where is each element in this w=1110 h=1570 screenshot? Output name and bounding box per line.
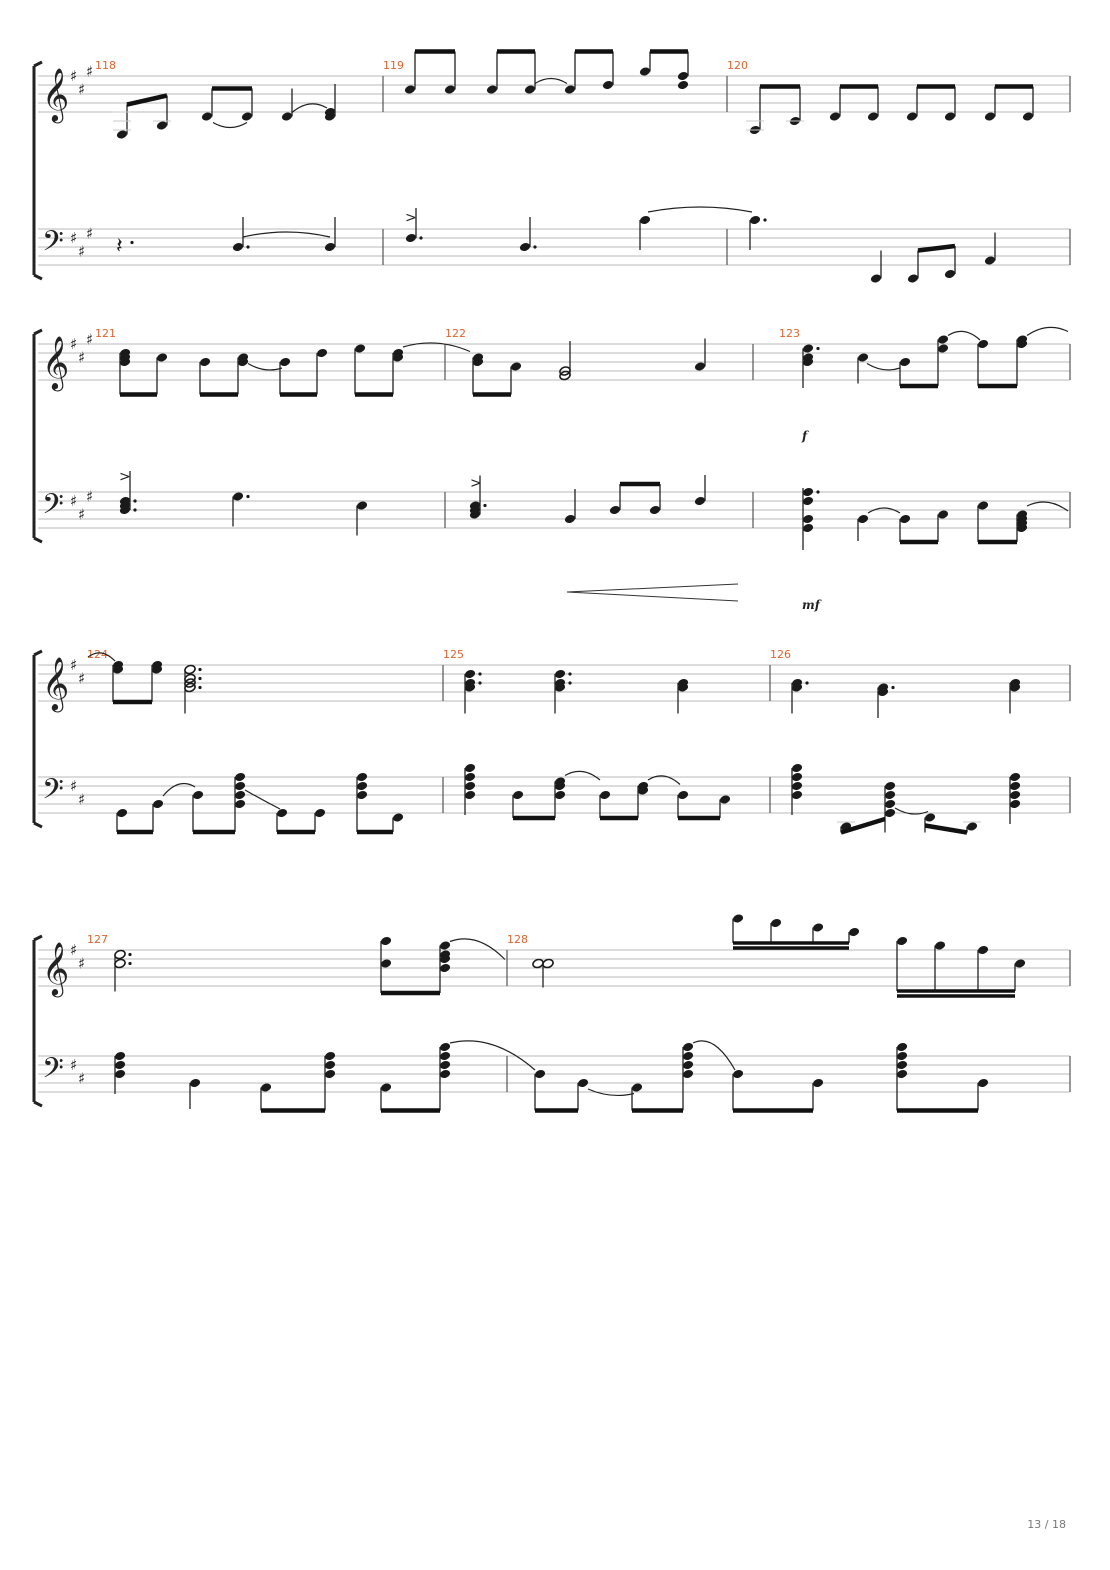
note-head — [977, 1078, 989, 1089]
note-head — [802, 523, 814, 534]
note-head — [602, 80, 614, 91]
sharp-icon: ♯ — [86, 62, 94, 81]
dynamic-forte: f — [802, 429, 808, 443]
note-head — [464, 772, 476, 783]
note-head — [392, 812, 404, 823]
note-head — [829, 111, 841, 122]
note-head — [682, 1069, 694, 1080]
note-head — [924, 812, 936, 823]
measure-number: 126 — [770, 648, 791, 661]
note-head — [682, 1042, 694, 1053]
note-head — [732, 913, 744, 924]
sharp-icon: ♯ — [78, 790, 86, 809]
augmentation-dot — [198, 668, 201, 671]
accent-icon: > — [470, 475, 482, 492]
note-head — [906, 111, 918, 122]
treble-staff — [38, 344, 1070, 380]
quarter-rest-icon: 𝄽 — [116, 234, 123, 259]
note-head — [199, 357, 211, 368]
note-head — [554, 669, 566, 680]
tie-slur — [1027, 327, 1068, 335]
augmentation-dot — [533, 245, 536, 248]
sharp-icon: ♯ — [70, 229, 78, 247]
treble-staff — [38, 950, 1070, 986]
note-head — [356, 772, 368, 783]
note-head — [719, 794, 731, 805]
note-head — [599, 790, 611, 801]
treble-clef-icon: 𝄞 — [42, 335, 70, 389]
augmentation-dot — [816, 490, 819, 493]
note-head — [114, 1051, 126, 1062]
note-head — [870, 273, 882, 284]
tie-slur — [292, 104, 327, 113]
note-head — [114, 1060, 126, 1071]
note-head — [682, 1060, 694, 1071]
dynamic-mezzo-forte: mf — [802, 598, 820, 612]
tie-slur — [565, 771, 600, 780]
note-head — [896, 1042, 908, 1053]
note-head — [510, 361, 522, 372]
note-head — [444, 84, 456, 95]
note-head — [324, 1060, 336, 1071]
note-head — [439, 1051, 451, 1062]
note-head — [439, 963, 451, 974]
note-head — [152, 799, 164, 810]
note-head — [519, 242, 531, 253]
note-head — [234, 799, 246, 810]
note-head — [896, 936, 908, 947]
augmentation-dot — [246, 495, 249, 498]
note-head — [884, 790, 896, 801]
note-head — [356, 781, 368, 792]
note-head — [464, 781, 476, 792]
note-head — [542, 958, 554, 969]
bass-clef-icon: 𝄢 — [42, 225, 64, 265]
note-head — [907, 273, 919, 284]
accent-icon: > — [405, 210, 417, 226]
note-head — [1022, 111, 1034, 122]
note-head — [439, 940, 451, 951]
note-head — [1014, 958, 1026, 969]
note-head — [380, 1082, 392, 1093]
sharp-icon: ♯ — [70, 67, 78, 85]
note-head — [682, 1051, 694, 1062]
measure-number: 125 — [443, 648, 464, 661]
note-head — [554, 790, 566, 801]
augmentation-dot — [419, 236, 422, 239]
note-head — [631, 1082, 643, 1093]
note-head — [802, 496, 814, 507]
crescendo-hairpin-icon — [567, 584, 738, 601]
note-head — [791, 772, 803, 783]
tie-slur — [245, 790, 280, 809]
tie-slur — [535, 79, 567, 84]
tie-slur — [948, 331, 980, 340]
note-head — [857, 514, 869, 525]
augmentation-dot — [133, 508, 136, 511]
note-head — [324, 242, 336, 253]
sharp-icon: ♯ — [86, 224, 94, 243]
note-head — [534, 1069, 546, 1080]
sharp-icon: ♯ — [78, 505, 86, 524]
augmentation-dot — [128, 953, 131, 956]
sharp-icon: ♯ — [70, 941, 78, 959]
note-head — [486, 84, 498, 95]
sharp-icon: ♯ — [78, 80, 86, 99]
bass-staff — [38, 492, 1070, 528]
measure-number: 123 — [779, 327, 800, 340]
augmentation-dot — [130, 241, 133, 244]
note-head — [899, 514, 911, 525]
sharp-icon: ♯ — [86, 330, 94, 349]
sharp-icon: ♯ — [70, 777, 78, 795]
note-head — [802, 514, 814, 525]
measure-number: 121 — [95, 327, 116, 340]
note-head — [639, 215, 651, 226]
note-head — [201, 111, 213, 122]
sharp-icon: ♯ — [70, 656, 78, 674]
note-head — [984, 255, 996, 266]
note-head — [114, 949, 126, 960]
note-head — [848, 927, 860, 938]
note-head — [937, 343, 949, 354]
sharp-icon: ♯ — [78, 1069, 86, 1088]
note-head — [316, 348, 328, 359]
note-head — [241, 111, 253, 122]
note-head — [380, 958, 392, 969]
note-head — [884, 808, 896, 819]
augmentation-dot — [805, 681, 808, 684]
augmentation-dot — [763, 218, 766, 221]
augmentation-dot — [133, 499, 136, 502]
measure-number: 119 — [383, 59, 404, 72]
note-head — [609, 505, 621, 516]
tie-slur — [213, 123, 247, 128]
sharp-icon: ♯ — [78, 348, 86, 367]
note-head — [1009, 781, 1021, 792]
note-head — [677, 790, 689, 801]
note-head — [812, 922, 824, 933]
augmentation-dot — [246, 245, 249, 248]
note-head — [937, 509, 949, 520]
note-head — [464, 790, 476, 801]
system-bracket — [34, 62, 42, 279]
tie-slur — [867, 364, 900, 370]
note-head — [156, 120, 168, 131]
sharp-icon: ♯ — [70, 1056, 78, 1074]
note-head — [356, 500, 368, 511]
note-head — [812, 1078, 824, 1089]
note-head — [977, 500, 989, 511]
note-head — [281, 111, 293, 122]
note-head — [1009, 799, 1021, 810]
note-head — [324, 1069, 336, 1080]
augmentation-dot — [198, 686, 201, 689]
note-head — [512, 790, 524, 801]
note-head — [234, 772, 246, 783]
tie-slur — [243, 232, 330, 237]
note-head — [896, 1069, 908, 1080]
sharp-icon: ♯ — [78, 954, 86, 973]
augmentation-dot — [891, 686, 894, 689]
note-head — [732, 1069, 744, 1080]
note-head — [405, 233, 417, 244]
note-head — [896, 1060, 908, 1071]
note-head — [749, 215, 761, 226]
note-head — [770, 918, 782, 929]
augmentation-dot — [478, 672, 481, 675]
sharp-icon: ♯ — [70, 492, 78, 510]
measure-number: 124 — [87, 648, 108, 661]
bass-clef-icon: 𝄢 — [42, 1052, 64, 1092]
note-head — [184, 664, 196, 675]
system-bracket — [34, 936, 42, 1106]
note-head — [279, 357, 291, 368]
sharp-icon: ♯ — [78, 669, 86, 688]
measure-number: 128 — [507, 933, 528, 946]
treble-clef-icon: 𝄞 — [42, 941, 70, 995]
note-head — [276, 808, 288, 819]
note-head — [791, 790, 803, 801]
note-head — [867, 111, 879, 122]
note-head — [439, 1069, 451, 1080]
page-number: 13 / 18 — [1027, 1518, 1066, 1531]
note-head — [380, 936, 392, 947]
augmentation-dot — [128, 962, 131, 965]
note-head — [944, 269, 956, 280]
note-head — [977, 339, 989, 350]
tie-slur — [450, 939, 505, 960]
note-head — [192, 790, 204, 801]
note-head — [354, 343, 366, 354]
note-head — [464, 763, 476, 774]
note-head — [639, 66, 651, 77]
note-head — [899, 357, 911, 368]
note-head — [791, 763, 803, 774]
tie-slur — [693, 1041, 735, 1070]
note-head — [802, 343, 814, 354]
measure-number: 122 — [445, 327, 466, 340]
augmentation-dot — [568, 681, 571, 684]
augmentation-dot — [816, 347, 819, 350]
note-head — [791, 781, 803, 792]
note-head — [677, 71, 689, 82]
treble-clef-icon: 𝄞 — [42, 656, 70, 710]
note-head — [564, 514, 576, 525]
note-head — [984, 111, 996, 122]
note-head — [116, 808, 128, 819]
note-head — [896, 1051, 908, 1062]
note-head — [156, 352, 168, 363]
note-head — [232, 242, 244, 253]
treble-staff — [38, 76, 1070, 112]
tie-slur — [163, 784, 195, 796]
augmentation-dot — [478, 681, 481, 684]
note-head — [934, 940, 946, 951]
measure-number: 118 — [95, 59, 116, 72]
measure-number: 120 — [727, 59, 748, 72]
tie-slur — [648, 207, 752, 212]
note-head — [944, 111, 956, 122]
tie-slur — [248, 364, 282, 370]
note-head — [857, 352, 869, 363]
note-head — [677, 80, 689, 91]
note-head — [1009, 790, 1021, 801]
accent-icon: > — [119, 469, 131, 485]
augmentation-dot — [198, 677, 201, 680]
bass-staff — [38, 229, 1070, 265]
note-head — [234, 790, 246, 801]
note-head — [694, 361, 706, 372]
note-head — [232, 491, 244, 502]
sharp-icon: ♯ — [70, 335, 78, 353]
note-head — [649, 505, 661, 516]
sharp-icon: ♯ — [86, 487, 94, 506]
note-head — [114, 958, 126, 969]
note-head — [524, 84, 536, 95]
note-head — [314, 808, 326, 819]
note-head — [404, 84, 416, 95]
note-head — [116, 129, 128, 140]
note-head — [356, 790, 368, 801]
note-head — [977, 945, 989, 956]
note-head — [1009, 772, 1021, 783]
sharp-icon: ♯ — [78, 242, 86, 261]
bass-clef-icon: 𝄢 — [42, 773, 64, 813]
note-head — [234, 781, 246, 792]
bass-clef-icon: 𝄢 — [42, 488, 64, 528]
note-head — [966, 821, 978, 832]
note-head — [260, 1082, 272, 1093]
system-bracket — [34, 651, 42, 827]
note-head — [694, 496, 706, 507]
note-head — [439, 1060, 451, 1071]
treble-clef-icon: 𝄞 — [42, 67, 70, 121]
note-head — [324, 1051, 336, 1062]
note-head — [114, 1069, 126, 1080]
tie-slur — [450, 1041, 535, 1070]
augmentation-dot — [568, 672, 571, 675]
measure-number: 127 — [87, 933, 108, 946]
augmentation-dot — [483, 504, 486, 507]
note-head — [439, 1042, 451, 1053]
note-head — [884, 781, 896, 792]
note-head — [464, 669, 476, 680]
note-head — [189, 1078, 201, 1089]
note-head — [884, 799, 896, 810]
note-head — [577, 1078, 589, 1089]
note-head — [564, 84, 576, 95]
note-head — [937, 334, 949, 345]
note-beam — [925, 826, 967, 833]
note-head — [802, 487, 814, 498]
